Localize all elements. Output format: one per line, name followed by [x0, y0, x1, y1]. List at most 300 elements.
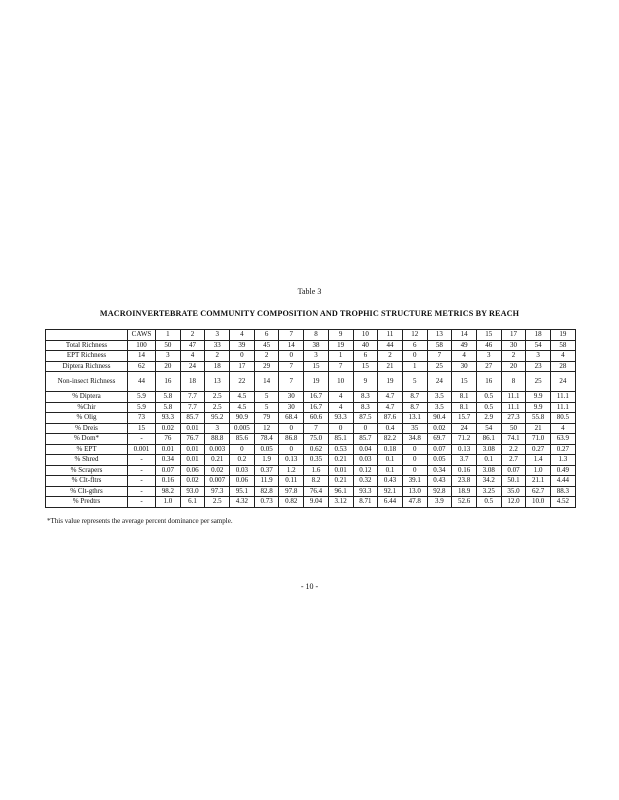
value-cell: 71.2	[452, 434, 477, 445]
value-cell: 8.1	[452, 402, 477, 413]
value-cell: 90.4	[427, 413, 452, 424]
table-row	[46, 455, 576, 466]
value-cell: 20	[156, 361, 181, 372]
value-cell: 16.7	[304, 402, 329, 413]
value-cell: 79	[254, 413, 279, 424]
header-cell: 19	[551, 330, 576, 341]
value-cell: 34.8	[402, 434, 427, 445]
value-cell: 93.0	[180, 486, 205, 497]
value-cell: 85.1	[328, 434, 353, 445]
value-cell: 24	[180, 361, 205, 372]
value-cell: 11.9	[254, 476, 279, 487]
value-cell: 85.6	[230, 434, 255, 445]
value-cell: 93.3	[353, 486, 378, 497]
value-cell: 35	[402, 423, 427, 434]
value-cell: 73	[128, 413, 156, 424]
value-cell: 50.1	[501, 476, 526, 487]
value-cell: 5	[402, 372, 427, 392]
value-cell: 12.0	[501, 497, 526, 508]
value-cell: 100	[128, 340, 156, 351]
metric-name-cell: % Scrapers	[46, 465, 128, 476]
value-cell: 58	[427, 340, 452, 351]
metric-name-cell: % EPT	[46, 444, 128, 455]
value-cell: 27	[476, 361, 501, 372]
value-cell: 0	[402, 455, 427, 466]
value-cell: 49	[452, 340, 477, 351]
table-row	[46, 486, 576, 497]
value-cell: 24	[427, 372, 452, 392]
value-cell: 86.1	[476, 434, 501, 445]
value-cell: 0	[230, 351, 255, 362]
value-cell: 30	[501, 340, 526, 351]
value-cell: 62	[128, 361, 156, 372]
metrics-table	[45, 329, 576, 508]
header-cell: 15	[476, 330, 501, 341]
value-cell: 0.32	[353, 476, 378, 487]
value-cell: 9.9	[526, 402, 551, 413]
value-cell: 85.7	[353, 434, 378, 445]
value-cell: 0.007	[205, 476, 230, 487]
value-cell: 18	[180, 372, 205, 392]
value-cell: 0.04	[353, 444, 378, 455]
value-cell: 5.8	[156, 402, 181, 413]
value-cell: 3	[205, 423, 230, 434]
header-cell: 1	[156, 330, 181, 341]
value-cell: 0.53	[328, 444, 353, 455]
value-cell: 0.1	[476, 455, 501, 466]
value-cell: 50	[156, 340, 181, 351]
value-cell: 19	[378, 372, 403, 392]
value-cell: 4	[452, 351, 477, 362]
value-cell: 0.02	[427, 423, 452, 434]
value-cell: 1.9	[254, 455, 279, 466]
table-row	[46, 423, 576, 434]
value-cell: 3.5	[427, 402, 452, 413]
value-cell: 45	[254, 340, 279, 351]
value-cell: 5.9	[128, 392, 156, 403]
value-cell: 20	[501, 361, 526, 372]
value-cell: 0.003	[205, 444, 230, 455]
value-cell: 23.8	[452, 476, 477, 487]
value-cell: 76.4	[304, 486, 329, 497]
metrics-table-container	[45, 329, 575, 508]
value-cell: 16.7	[304, 392, 329, 403]
value-cell: 2.5	[205, 497, 230, 508]
value-cell: 4.5	[230, 402, 255, 413]
value-cell: 2.7	[501, 455, 526, 466]
value-cell: 7	[304, 423, 329, 434]
value-cell: 18.9	[452, 486, 477, 497]
value-cell: 1.3	[551, 455, 576, 466]
value-cell: 8.71	[353, 497, 378, 508]
value-cell: 0.06	[230, 476, 255, 487]
value-cell: 30	[279, 402, 304, 413]
value-cell: 21	[378, 361, 403, 372]
value-cell: 27.3	[501, 413, 526, 424]
value-cell: 11.1	[501, 392, 526, 403]
header-cell: 6	[254, 330, 279, 341]
value-cell: 88.8	[205, 434, 230, 445]
value-cell: 1.2	[279, 465, 304, 476]
value-cell: 35.0	[501, 486, 526, 497]
metric-name-cell: EPT Richness	[46, 351, 128, 362]
value-cell: 97.8	[279, 486, 304, 497]
value-cell: 0.05	[427, 455, 452, 466]
value-cell: 19	[304, 372, 329, 392]
value-cell: 0.05	[254, 444, 279, 455]
value-cell: 4.5	[230, 392, 255, 403]
header-cell: 4	[230, 330, 255, 341]
value-cell: 25	[526, 372, 551, 392]
value-cell: -	[128, 476, 156, 487]
value-cell: 5.8	[156, 392, 181, 403]
value-cell: 3	[526, 351, 551, 362]
value-cell: 88.3	[551, 486, 576, 497]
value-cell: 40	[353, 340, 378, 351]
table-row	[46, 434, 576, 445]
value-cell: 4	[328, 402, 353, 413]
header-cell: 11	[378, 330, 403, 341]
value-cell: 0.02	[180, 476, 205, 487]
value-cell: 5	[254, 392, 279, 403]
value-cell: 14	[128, 351, 156, 362]
value-cell: 16	[476, 372, 501, 392]
value-cell: 71.0	[526, 434, 551, 445]
value-cell: 0.06	[180, 465, 205, 476]
value-cell: 0.62	[304, 444, 329, 455]
page-number: - 10 -	[300, 582, 319, 591]
value-cell: 0	[230, 444, 255, 455]
value-cell: 0.01	[156, 444, 181, 455]
value-cell: 50	[501, 423, 526, 434]
value-cell: 82.2	[378, 434, 403, 445]
value-cell: 30	[279, 392, 304, 403]
value-cell: 15	[452, 372, 477, 392]
value-cell: 76	[156, 434, 181, 445]
header-cell: 7	[279, 330, 304, 341]
value-cell: 0.43	[427, 476, 452, 487]
metric-name-cell: % Dreis	[46, 423, 128, 434]
value-cell: 0.49	[551, 465, 576, 476]
value-cell: 7	[279, 361, 304, 372]
value-cell: 2.5	[205, 392, 230, 403]
value-cell: 98.2	[156, 486, 181, 497]
value-cell: 0.27	[526, 444, 551, 455]
value-cell: 0.34	[156, 455, 181, 466]
value-cell: 11.1	[551, 402, 576, 413]
value-cell: 4.44	[551, 476, 576, 487]
value-cell: 62.7	[526, 486, 551, 497]
value-cell: 44	[378, 340, 403, 351]
value-cell: 4	[551, 351, 576, 362]
value-cell: 3	[156, 351, 181, 362]
value-cell: 80.5	[551, 413, 576, 424]
value-cell: 8.2	[304, 476, 329, 487]
value-cell: 54	[526, 340, 551, 351]
value-cell: 4.7	[378, 402, 403, 413]
value-cell: 0.37	[254, 465, 279, 476]
value-cell: 9.04	[304, 497, 329, 508]
value-cell: 3.5	[427, 392, 452, 403]
header-cell: 12	[402, 330, 427, 341]
value-cell: 33	[205, 340, 230, 351]
value-cell: 4.7	[378, 392, 403, 403]
value-cell: 0.16	[452, 465, 477, 476]
value-cell: 3	[476, 351, 501, 362]
value-cell: 9	[353, 372, 378, 392]
value-cell: 29	[254, 361, 279, 372]
value-cell: 2	[254, 351, 279, 362]
value-cell: 0.07	[427, 444, 452, 455]
value-cell: 4	[328, 392, 353, 403]
value-cell: 4	[180, 351, 205, 362]
metric-name-cell: % Diptera	[46, 392, 128, 403]
value-cell: 8.3	[353, 402, 378, 413]
metric-name-cell: % Dom*	[46, 434, 128, 445]
value-cell: 4	[551, 423, 576, 434]
value-cell: 92.1	[378, 486, 403, 497]
value-cell: 7	[427, 351, 452, 362]
value-cell: 8	[501, 372, 526, 392]
value-cell: 0.27	[551, 444, 576, 455]
value-cell: 0	[402, 465, 427, 476]
value-cell: 13	[205, 372, 230, 392]
value-cell: 3.9	[427, 497, 452, 508]
metric-name-cell: % Shred	[46, 455, 128, 466]
value-cell: 4.32	[230, 497, 255, 508]
value-cell: 0	[402, 351, 427, 362]
value-cell: 6	[353, 351, 378, 362]
value-cell: 10.0	[526, 497, 551, 508]
metric-name-cell: % Olig	[46, 413, 128, 424]
value-cell: 13.0	[402, 486, 427, 497]
value-cell: 86.8	[279, 434, 304, 445]
value-cell: 0	[279, 351, 304, 362]
value-cell: 1.0	[526, 465, 551, 476]
value-cell: 24	[551, 372, 576, 392]
table-row	[46, 361, 576, 372]
value-cell: 0.03	[353, 455, 378, 466]
value-cell: 0	[328, 423, 353, 434]
value-cell: 14	[279, 340, 304, 351]
value-cell: 8.7	[402, 392, 427, 403]
value-cell: 78.4	[254, 434, 279, 445]
value-cell: 0.2	[230, 455, 255, 466]
value-cell: 0.73	[254, 497, 279, 508]
value-cell: 25	[427, 361, 452, 372]
header-cell: CAWS	[128, 330, 156, 341]
value-cell: 52.6	[452, 497, 477, 508]
header-cell: 18	[526, 330, 551, 341]
value-cell: 55.8	[526, 413, 551, 424]
value-cell: 8.1	[452, 392, 477, 403]
value-cell: 7	[328, 361, 353, 372]
value-cell: 0.16	[156, 476, 181, 487]
value-cell: 21.1	[526, 476, 551, 487]
value-cell: 10	[328, 372, 353, 392]
value-cell: 16	[156, 372, 181, 392]
value-cell: 0.01	[180, 455, 205, 466]
table-row	[46, 372, 576, 392]
metrics-table-body	[46, 330, 576, 508]
value-cell: -	[128, 434, 156, 445]
value-cell: 0	[279, 444, 304, 455]
value-cell: 5	[254, 402, 279, 413]
value-cell: 68.4	[279, 413, 304, 424]
value-cell: 58	[551, 340, 576, 351]
header-cell: 14	[452, 330, 477, 341]
value-cell: 90.9	[230, 413, 255, 424]
value-cell: 0.21	[205, 455, 230, 466]
table-row	[46, 392, 576, 403]
value-cell: 6	[402, 340, 427, 351]
value-cell: 0.35	[304, 455, 329, 466]
value-cell: 28	[551, 361, 576, 372]
value-cell: 0.01	[180, 423, 205, 434]
value-cell: 11.1	[551, 392, 576, 403]
value-cell: 24	[452, 423, 477, 434]
value-cell: 63.9	[551, 434, 576, 445]
table-header-row	[46, 330, 576, 341]
metric-name-cell: % Clt-fltrs	[46, 476, 128, 487]
value-cell: 15	[353, 361, 378, 372]
value-cell: 6.1	[180, 497, 205, 508]
value-cell: 96.1	[328, 486, 353, 497]
value-cell: 0.5	[476, 402, 501, 413]
value-cell: -	[128, 465, 156, 476]
value-cell: 15	[128, 423, 156, 434]
value-cell: 87.6	[378, 413, 403, 424]
header-cell: 3	[205, 330, 230, 341]
value-cell: 2	[205, 351, 230, 362]
value-cell: 21	[526, 423, 551, 434]
value-cell: 3.12	[328, 497, 353, 508]
value-cell: 39	[230, 340, 255, 351]
value-cell: 1.0	[156, 497, 181, 508]
table-row	[46, 465, 576, 476]
value-cell: 8.7	[402, 402, 427, 413]
value-cell: 85.7	[180, 413, 205, 424]
metric-name-cell: % Clt-gthrs	[46, 486, 128, 497]
value-cell: 1.4	[526, 455, 551, 466]
value-cell: 82.8	[254, 486, 279, 497]
metric-name-cell: Non-insect Richness	[46, 372, 128, 392]
value-cell: 97.3	[205, 486, 230, 497]
value-cell: 2.5	[205, 402, 230, 413]
value-cell: 0.001	[128, 444, 156, 455]
table-row	[46, 476, 576, 487]
value-cell: 15	[304, 361, 329, 372]
value-cell: 0.12	[353, 465, 378, 476]
value-cell: 0.03	[230, 465, 255, 476]
value-cell: 22	[230, 372, 255, 392]
value-cell: 69.7	[427, 434, 452, 445]
value-cell: 0	[353, 423, 378, 434]
header-cell: 9	[328, 330, 353, 341]
header-cell: 8	[304, 330, 329, 341]
value-cell: 14	[254, 372, 279, 392]
value-cell: 87.5	[353, 413, 378, 424]
table-row	[46, 413, 576, 424]
value-cell: 0	[279, 423, 304, 434]
value-cell: 46	[476, 340, 501, 351]
metric-name-cell: Total Richness	[46, 340, 128, 351]
value-cell: 0.18	[378, 444, 403, 455]
value-cell: 95.2	[205, 413, 230, 424]
value-cell: 3.08	[476, 465, 501, 476]
value-cell: 3	[304, 351, 329, 362]
value-cell: 44	[128, 372, 156, 392]
value-cell: 0	[402, 444, 427, 455]
table-label: Table 3	[297, 287, 322, 296]
value-cell: 0.21	[328, 476, 353, 487]
value-cell: 0.5	[476, 497, 501, 508]
value-cell: 17	[230, 361, 255, 372]
value-cell: 0.1	[378, 455, 403, 466]
value-cell: 74.1	[501, 434, 526, 445]
value-cell: 75.0	[304, 434, 329, 445]
value-cell: 0.07	[501, 465, 526, 476]
value-cell: 9.9	[526, 392, 551, 403]
value-cell: -	[128, 455, 156, 466]
value-cell: 8.3	[353, 392, 378, 403]
header-cell: 2	[180, 330, 205, 341]
value-cell: 2	[378, 351, 403, 362]
value-cell: 38	[304, 340, 329, 351]
value-cell: 39.1	[402, 476, 427, 487]
value-cell: 3.25	[476, 486, 501, 497]
value-cell: 1.6	[304, 465, 329, 476]
value-cell: 60.6	[304, 413, 329, 424]
value-cell: 7.7	[180, 392, 205, 403]
value-cell: 76.7	[180, 434, 205, 445]
value-cell: 0.02	[156, 423, 181, 434]
value-cell: 1	[402, 361, 427, 372]
value-cell: 0.13	[279, 455, 304, 466]
value-cell: 2.2	[501, 444, 526, 455]
value-cell: 54	[476, 423, 501, 434]
value-cell: 18	[205, 361, 230, 372]
value-cell: 93.3	[328, 413, 353, 424]
value-cell: 7.7	[180, 402, 205, 413]
value-cell: 34.2	[476, 476, 501, 487]
value-cell: 95.1	[230, 486, 255, 497]
value-cell: 30	[452, 361, 477, 372]
value-cell: 92.8	[427, 486, 452, 497]
value-cell: -	[128, 497, 156, 508]
value-cell: 0.11	[279, 476, 304, 487]
value-cell: 0.13	[452, 444, 477, 455]
header-cell: 13	[427, 330, 452, 341]
value-cell: 11.1	[501, 402, 526, 413]
value-cell: 0.1	[378, 465, 403, 476]
value-cell: 12	[254, 423, 279, 434]
value-cell: 0.01	[328, 465, 353, 476]
header-cell: 10	[353, 330, 378, 341]
value-cell: 7	[279, 372, 304, 392]
value-cell: 0.82	[279, 497, 304, 508]
value-cell: 4.52	[551, 497, 576, 508]
metric-name-cell: % Predtrs	[46, 497, 128, 508]
table-row	[46, 444, 576, 455]
value-cell: 3.08	[476, 444, 501, 455]
value-cell: 47.8	[402, 497, 427, 508]
value-cell: 23	[526, 361, 551, 372]
value-cell: 19	[328, 340, 353, 351]
value-cell: 1	[328, 351, 353, 362]
value-cell: 0.02	[205, 465, 230, 476]
value-cell: 13.1	[402, 413, 427, 424]
